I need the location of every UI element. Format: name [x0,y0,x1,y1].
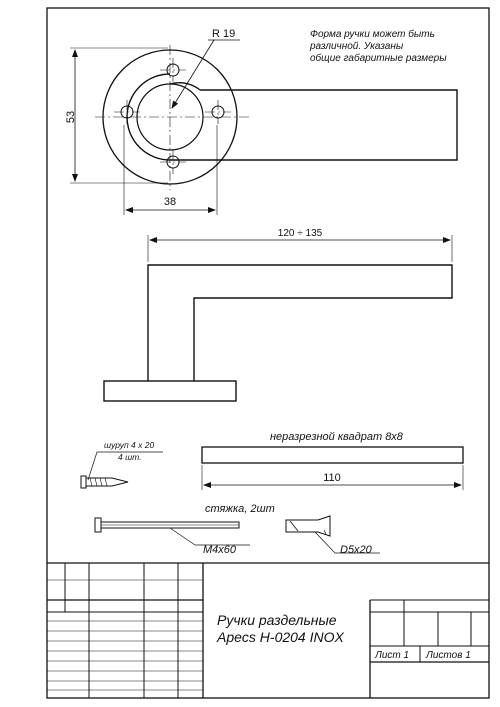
sheet-number: Лист 1 [375,650,410,661]
dim-length-label: 120 ÷ 135 [277,228,323,239]
sleeve-label: D5x20 [340,544,372,556]
note-line-1: Форма ручки может быть [310,29,435,40]
drawing-frame [47,8,489,698]
lever-side-outline [148,265,452,381]
note-line-2: различной. Указаны [310,41,404,52]
title-line-2: Apecs H-0204 INOX [217,629,344,645]
radius-label: R 19 [212,28,236,40]
screw-label-1: шуруп 4 х 20 [104,440,155,450]
note-line-3: общие габаритные размеры [310,53,447,64]
top-view [70,40,457,215]
dim-38-label: 38 [163,196,177,208]
dim-53-label: 53 [65,110,77,124]
title-line-1: Ручки раздельные [217,612,337,628]
dim-110-label: 110 [323,472,341,484]
side-view [104,235,452,401]
sheet-count: Листов 1 [426,650,471,661]
screw-label-2: 4 шт. [118,452,142,462]
ties-label: стяжка, 2шт [205,503,275,515]
square-bar-label: неразрезной квадрат 8х8 [270,431,403,443]
bolt-drawing [95,518,250,545]
bolt-label: M4x60 [203,544,237,556]
rosette-side [104,381,236,401]
